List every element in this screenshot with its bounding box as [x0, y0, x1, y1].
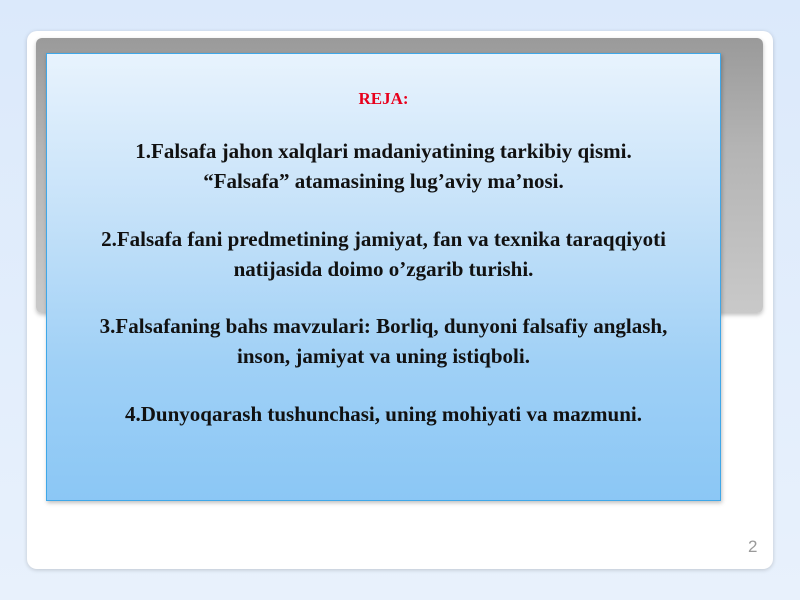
plan-item-2	[53, 224, 714, 284]
plan-item-3-line-1: 3.Falsafaning bahs mavzulari: Borliq, dunyoni falsafiy anglash,	[99, 314, 668, 338]
plan-item-4-line-1: 4.Dunyoqarash tushunchasi, uning mohiyati va mazmuni.	[125, 402, 642, 426]
plan-heading: REJA:	[358, 89, 409, 108]
plan-content-box	[46, 53, 721, 501]
plan-item-2-line-1: 2.Falsafa fani predmetining jamiyat, fan va texnika taraqqiyoti	[101, 227, 666, 251]
plan-item-2-line-2: natijasida doimo o’zgarib turishi.	[233, 257, 534, 281]
plan-item-1-line-1: 1.Falsafa jahon xalqlari madaniyatining tarkibiy qismi.	[135, 139, 632, 163]
plan-item-3-line-2: inson, jamiyat va uning istiqboli.	[237, 344, 530, 368]
plan-item-1	[53, 136, 714, 196]
slide-page-number: 2	[748, 537, 758, 556]
plan-item-4	[53, 399, 714, 429]
plan-item-3	[53, 311, 714, 371]
plan-item-1-line-2: “Falsafa” atamasining lug’aviy ma’nosi.	[203, 169, 564, 193]
